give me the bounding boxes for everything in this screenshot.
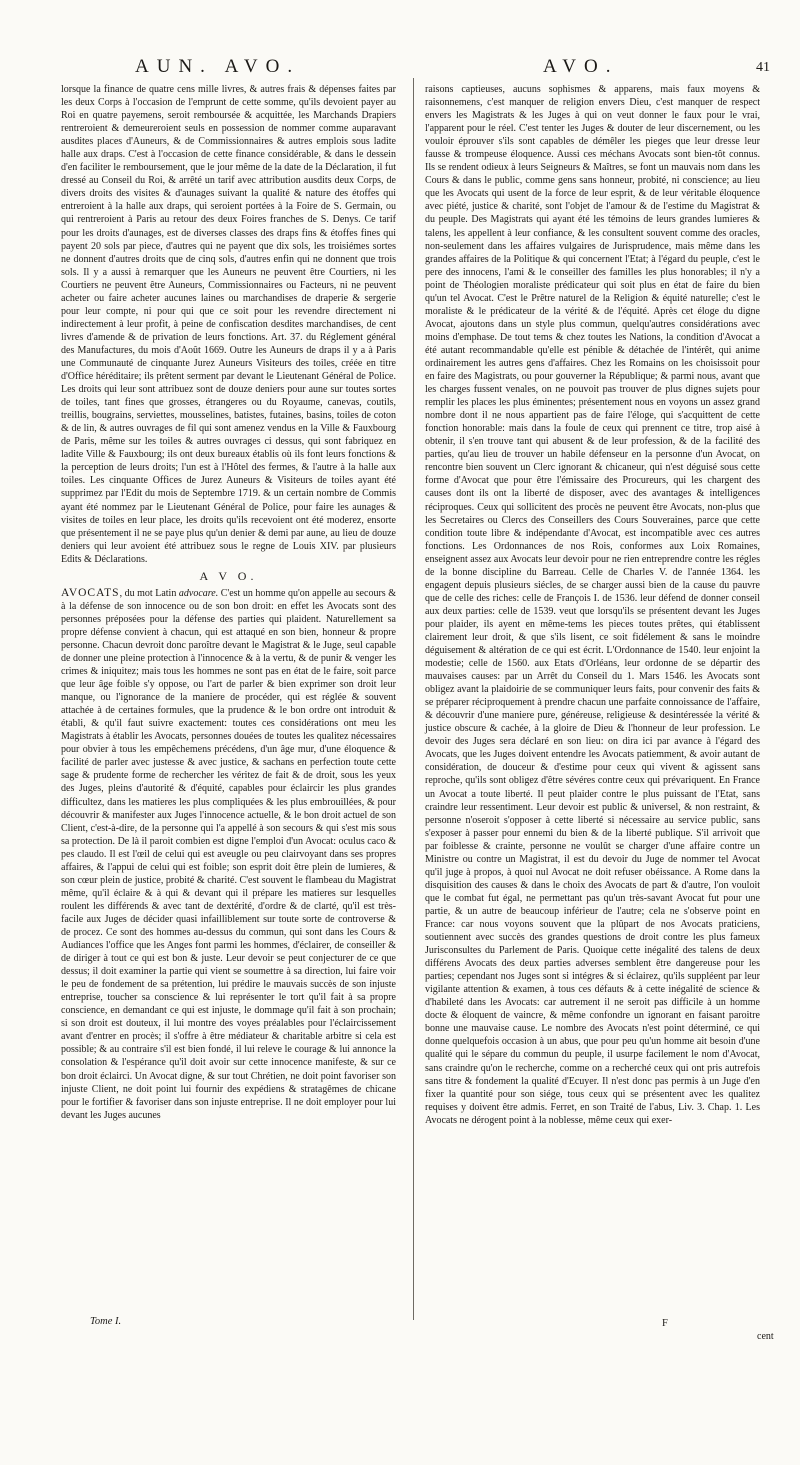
- entry-headword: AVOCATS: [61, 586, 120, 599]
- running-head-left: AUN. AVO.: [135, 56, 301, 77]
- paragraph-auneurs: lorsque la finance de quatre cens mille livres, & autres frais & dépenses faites par les deux Corps à l'occasion de l'emprunt de cette somme, qu'ils devoient payer au Roi en quatre payemens, seroit remboursée & acquittée, les Marchands Drapiers rentreroient & demeureroient seuls en possession de nommer comme auparavant ausdites places d'Auneurs, & de Commissionnaires & autres emplois sous ladite halle aux draps. C'est à l'occasion de cette finance considérable, & dans le dessein d'en faciliter le remboursement, que le jour même de la date de la Déclaration, il fut dressé au Conseil du Roi, & arrêté un tarif avec attribution ausdits deux Corps, de divers droits des visites & d'aunages suivant la qualité & nature des étoffes qui entreroient à la halle aux draps, qui seroient portées à la Foire de S. Germain, ou qui rentreroient à Paris au retour des deux Foires franches de S. Denys. Ce tarif pour les droits d'aunages, est de diverses classes des draps fins & étoffes fines qui payent 20 sols par piece, d'autres qui ne payent que dix sols, les troisiémes sortes ne donnent d'autres droits que de cinq sols, d'autres enfin qui ne donnent que trois sols. Il y a aussi à remarquer que les Auneurs ne peuvent être Courtiers, ni les Courtiers ne peuvent être Auneurs, Commissionnaires ou Facteurs, ni ne peuvent acheter ou faire acheter aucunes laines ou marchandises de draperie & sergerie pour leur compte, ni pour qui que ce soit pour les revendre directement ni indirectement à leur profit, à peine de confiscation desdites marchandises, de cent livres d'amende & de privation de leurs fonctions. Art. 37. du Réglement général des Manufactures, du mois d'Août 1669. Outre les Auneurs de draps il y a à Paris une Communauté de cinquante Jurez Auneurs Visiteurs des toiles, créée en titre d'Office héréditaire; ils prêtent serment par devant le Lieutenant Général de Police. Les droits qui leur sont attribuez sont de douze deniers pour aune sur toutes sortes de toiles, tant fines que grosses, étrangeres ou du Royaume, canevas, coutils, treillis, bougrains, serviettes, mousselines, batistes, futaines, basins, toiles de coton & de lin, & autres ouvrages de fil qui sont amenez vendus en la Ville & Fauxbourg de Paris, même sur les toiles & autres ouvrages ci dessus, qui sont fabriquez en ladite Ville & Fauxbourg; ils ont deux bureaux établis où ils font leurs fonctions & la perception de leurs droits; l'un est à l'Hôtel des fermes, & l'autre à la halle aux toiles. Les cinquante Offices de Jurez Auneurs & Visiteurs de toiles ayant été supprimez par l'Edit du mois de Septembre 1719. & un certain nombre de Commis ayant été nommez par le Lieutenant Général de Police, pour faire les aunages & visites de toiles en leur place, les droits qu'ils recevoient ont été moderez, ensorte que présentement il ne se paye plus qu'un denier & demi par aune, au lieu de douze deniers qui leur avoient été attribuez sous le regne de Louis XIV. par plusieurs Edits & Déclarations.: [61, 84, 396, 565]
- left-column: [61, 83, 396, 1122]
- right-column: [425, 83, 760, 1127]
- entry-body: C'est un homme qu'on appelle au secours & à la défense de son innocence ou de son bon droit: en effet les Avocats sont des personnes préposées pour la défense des parties qui plaident. Naturellement sa propre défense convient à chacun, qui est attaqué en son bien, honneur & propre personne. Chacun devroit donc paroître devant le Magistrat & le Juge, seul capable de donner une pleine protection à l'innocence & à la vertu, & de punir & venger les crimes & iniquitez; mais tous les hommes ne sont pas en état de le faire, soit parce que leur âge foible s'y oppose, ou l'art de parler & bien exprimer son droit leur manque, ou l'ignorance de la maniere de procéder, qui est réglée & souvent attachée à de certaines formules, que la prudence & le bon ordre ont introduit & établi, & qu'il faut suivre exactement: toutes ces considérations ont meu les Magistrats à établir les Avocats, personnes douées de toutes les qualitez nécessaires pour obvier à tous les empêchemens précédens, d'un âge mur, d'une éloquence & facilité de parler avec justesse & avec justice, & sachans en perfection toute cette sage & prudente forme de rechercher les véritez de fait & de droit, sous les yeux des Juges, pleins d'autorité & d'équité, capables pour éclaircir les plus grandes difficultez, dans les matieres les plus compliquées & les plus embrouillées, & pour découvrir & manifester aux Juges l'innocence actuelle, & le bon droit actuel de son Client, c'est-à-dire, de la personne qui l'a appellé à son secours & qui s'est mis sous sa protection. De là il paroit combien est digne l'emploi d'un Avocat: oculus caco & pes claudo. Il est l'œil de celui qui est aveugle ou peu clairvoyant dans ses propres affaires, & l'appui de celui qui est foible; son esprit doit être plein de lumieres, & son cœur plein de justice, probité & charité. C'est souvent le flambeau du Magistrat même, qu'il éclaire & à qui & devant qui il prépare les matieres sur lesquelles roulent les différends & avec tant de dextérité, d'ordre & de clarté, qu'il est très-facile aux Juges de décider quasi infailliblement sur toute sorte de controverse & de procez. Ce sont des hommes au-dessus du commun, qui sont dans les Cours & Audiances l'office que les Anges font parmi les hommes, d'éclairer, de conseiller & de diriger à tout ce qui est bon & juste. Leur devoir se peut conjecturer de ce que dessus; il doit examiner la partie qui vient se soumettre à sa direction, lui faire voir le peu de fondement de sa prétention, lui prédire le mauvais succès de son injuste entreprise, toucher sa conscience & lui représenter le tort qu'il fait à sa propre conscience, en demandant ce qui est injuste, le dommage qu'il fait à son prochain; si son droit est douteux, il lui montre des voyes préalables pour l'éclaircissement avant d'entrer en procès; il s'offre à être médiateur & charitable arbitre si cela est possible; & au contraire s'il est bien fondé, il lui releve le courage & lui annonce la consolation & l'espérance qu'il doit avoir sur cette innocence manifeste, & sur ce bon droit éclairci. Un Avocat digne, & sur tout Chrétien, ne doit point favoriser son injuste Client, ne doit point lui fournir des expédiens & stratagêmes de chicane pour le fortifier & favoriser dans son injuste entreprise. Il ne doit employer pour lui devant les Juges aucunes: [61, 587, 396, 1121]
- column-divider: [413, 78, 414, 1320]
- section-heading-avo: A V O.: [199, 568, 258, 583]
- paragraph-avocats-continued: raisons captieuses, aucuns sophismes & apparens, mais faux moyens & raisonnemens, c'est manquer de religion envers Dieu, c'est manquer de respect envers les Magistrats & les Juges à qui on veut donner le faux pour le vrai, l'apparent pour le réel. C'est tenter les Juges & douter de leur discernement, ou les vouloir éprouver s'ils sont capables de démêler les pieges que leur dresse leur fausse & trompeuse éloquence. Aussi ces méchans Avocats sont bien-tôt connus. Ils se rendent odieux à leurs Seigneurs & Maîtres, se font un mauvais nom dans les Cours & dans le public, comme gens sans honneur, probité, ni conscience; au lieu que les Avocats qui usent de la force de leur esprit, & de leur véritable éloquence avec piété, justice & charité, sont l'objet de l'amour & de l'estime du Magistrat & du peuple. Des Magistrats qui ayant été les témoins de leurs grandes lumieres & talens, les appellent à leur confiance, & les consultent souvent comme des oracles, non-seulement dans les affaires vulgaires de Jurisprudence, mais même dans les grandes affaires de la Politique & qui concernent l'Etat; à l'égard du peuple, c'est le pere des innocens, l'ami & le conseiller des familles les plus honorables; il n'y a point de Théologien moraliste prédicateur qui soit plus en état de faire du bien qu'un tel Avocat. C'est le Prêtre naturel de la Religion & équité naturelle; c'est le moraliste & le prédicateur de la vérité & de l'équité. Après cet éloge du digne Avocat, ajoutons dans un style plus commun, quelqu'autres considérations avec moins d'emphase. De tout tems & chez toutes les Nations, la condition d'Avocat a été autant recommandable qu'elle est pénible & détachée de l'intérêt, qui anime ordinairement les autres gens d'affaires. Chez les Romains on les choisissoit pour en faire des Magistrats, ou pour gouverner la République; & parmi nous, avant que les charges fussent venales, on ne pouvoit pas trouver de plus dignes sujets pour remplir les places les plus éminentes; présentement nous en voyons un assez grand nombre dont il ne nous appartient pas de faire l'éloge, qui s'acquittent de cette fonction honorable: mais dans la foule de ceux qui prennent ce titre, trop aisé à obtenir, il s'en trouve tant qui abusent & de leur profession, & de la facilité des parties, qu'au lieu de trouver un habile défenseur en la personne d'un Avocat, on rencontre bien souvent un Clerc ignorant & chicaneur, qui n'est déguisé sous cette forme d'Avocat que pour être l'émissaire des Procureurs, qui les chargent des causes dont ils ont la liberté de disposer, avec des avantages & intelligences réciproques. Ceux qui sollicitent des procès ne peuvent être Avocats, non-plus que les Secretaires ou Clercs des Conseillers des Cours Souveraines, parce que cette condition toute libre & indépendante d'Avocat, est incompatible avec ces autres fonctions. Les Ordonnances de nos Rois, conformes aux Loix Romaines, enseignent assez aux Avocats leur devoir pour ne rien entreprendre contre les régles de la bonne discipline du Barreau. Celle de Charles V. de l'année 1364. les engagent depuis plusieurs siécles, de se charger aussi bien de la cause du pauvre que de celle des riches: celle de François I. de 1536. leur défend de donner conseil aux deux parties: celle de 1539. veut que lorsqu'ils se présentent devant les Juges pour plaider, ils ayent en même-tems les pieces toutes prêtes, qui établissent clairement leur droit, & que s'ils lisent, ce soit fidélement & sans le moindre déguisement & altération de ce qui est écrit. L'Ordonnance de 1540. leur enjoint la modestie; celle de 1560. aux Etats d'Orléans, leur ordonne de se départir des mauvaises causes: par un Arrêt du Conseil du 1. Mars 1546. les Avocats sont obligez avant la plaidoirie de se communiquer leurs faits, pour convenir des faits & se préparer réciproquement à prendre chacun une parfaite connoissance de l'affaire, & découvrir d'une maniere pure, généreuse, religieuse & desintéressée la vérité & justice obscure & cachée, à la gloire de Dieu & l'honneur de leur profession. Le devoir des Juges sera déclaré en son lieu: on dira ici par avance à l'égard des Avocats, que les Juges doivent entendre les Avocats patiemment, & avoir autant de considération, de douceur & d'estime pour ceux qui vivent & agissent sans reproche, qu'ils sont obligez d'être sévéres contre ceux qui prévariquent. En France un Avocat a toute liberté. Il peut plaider contre le plus puissant de l'Etat, sans craindre leur ressentiment. Leur devoir est public & universel, & non restraint, & personne n'oseroit s'opposer à cette liberté si nécessaire au service public, sans s'exposer à passer pour ennemi du bien & de la liberté publique. S'il arrivoit que par foiblesse & crainte, personne ne voulût se charger d'une affaire contre un Ministre ou contre un Magistrat, il est du devoir du Juge de nommer tel Avocat qu'il juge à propos, à quoi nul Avocat ne doit refuser obéissance. A Rome dans la disquisition des causes & dans le choix des Avocats de part & d'autre, l'on vouloit que le combat fut égal, ne permettant pas qu'un très-savant Avocat fut pour une partie, & un autre de beaucoup inférieur de l'autre; cela ne s'observe point en France: car nous voyons souvent que la plûpart de nos Avocats praticiens, soutiennent avec succès des grandes questions de droit contre les plus fameux Jurisconsultes du Parlement de Paris. Quoique cette inégalité des talens de deux différens Avocats des deux parties adverses semblent être dangereuse pour les parties; cependant nos Juges sont si intégres & si éclairez, qu'ils suppléent par leur vigilante attention & examen, à tous ces défauts & à cette inégalité de science & d'habileté dans les Avocats: car autrement il ne seroit pas difficile à un homme docte & éloquent de vaincre, & même confondre un ignorant en faisant paroitre bonne une mauvaise cause. Le nombre des Avocats n'est point déterminé, ce qui donne quelquefois occasion à un abus, que pour peu qu'un homme ait besoin d'une qualité qui le sépare du commun du peuple, il usurpe facilement le nom d'Avocat, sans craindre qu'on le recherche, comme on a recherché ceux qui ont pris autrefois sans titre & fondement la qualité d'Ecuyer. Il n'est donc pas permis à un Juge d'en fixer la quantité pour son siége, tous ceux qui se présentent avec les qualitez requises y doivent être admis. Ferret, en son Traité de l'abus, Liv. 3. Chap. 1. Les Avocats ne dérogent point à la noblesse, même ceux qui exer-: [425, 84, 760, 1126]
- catchword: cent: [757, 1331, 774, 1342]
- signature-mark: F: [662, 1318, 668, 1329]
- volume-label: Tome I.: [90, 1316, 122, 1327]
- paragraph-avocats: [61, 587, 396, 1122]
- entry-intro: , du mot Latin: [119, 587, 179, 599]
- latin-term: advocare.: [178, 587, 219, 599]
- page-number: 41: [756, 60, 770, 75]
- running-head-right: AVO.: [543, 56, 619, 77]
